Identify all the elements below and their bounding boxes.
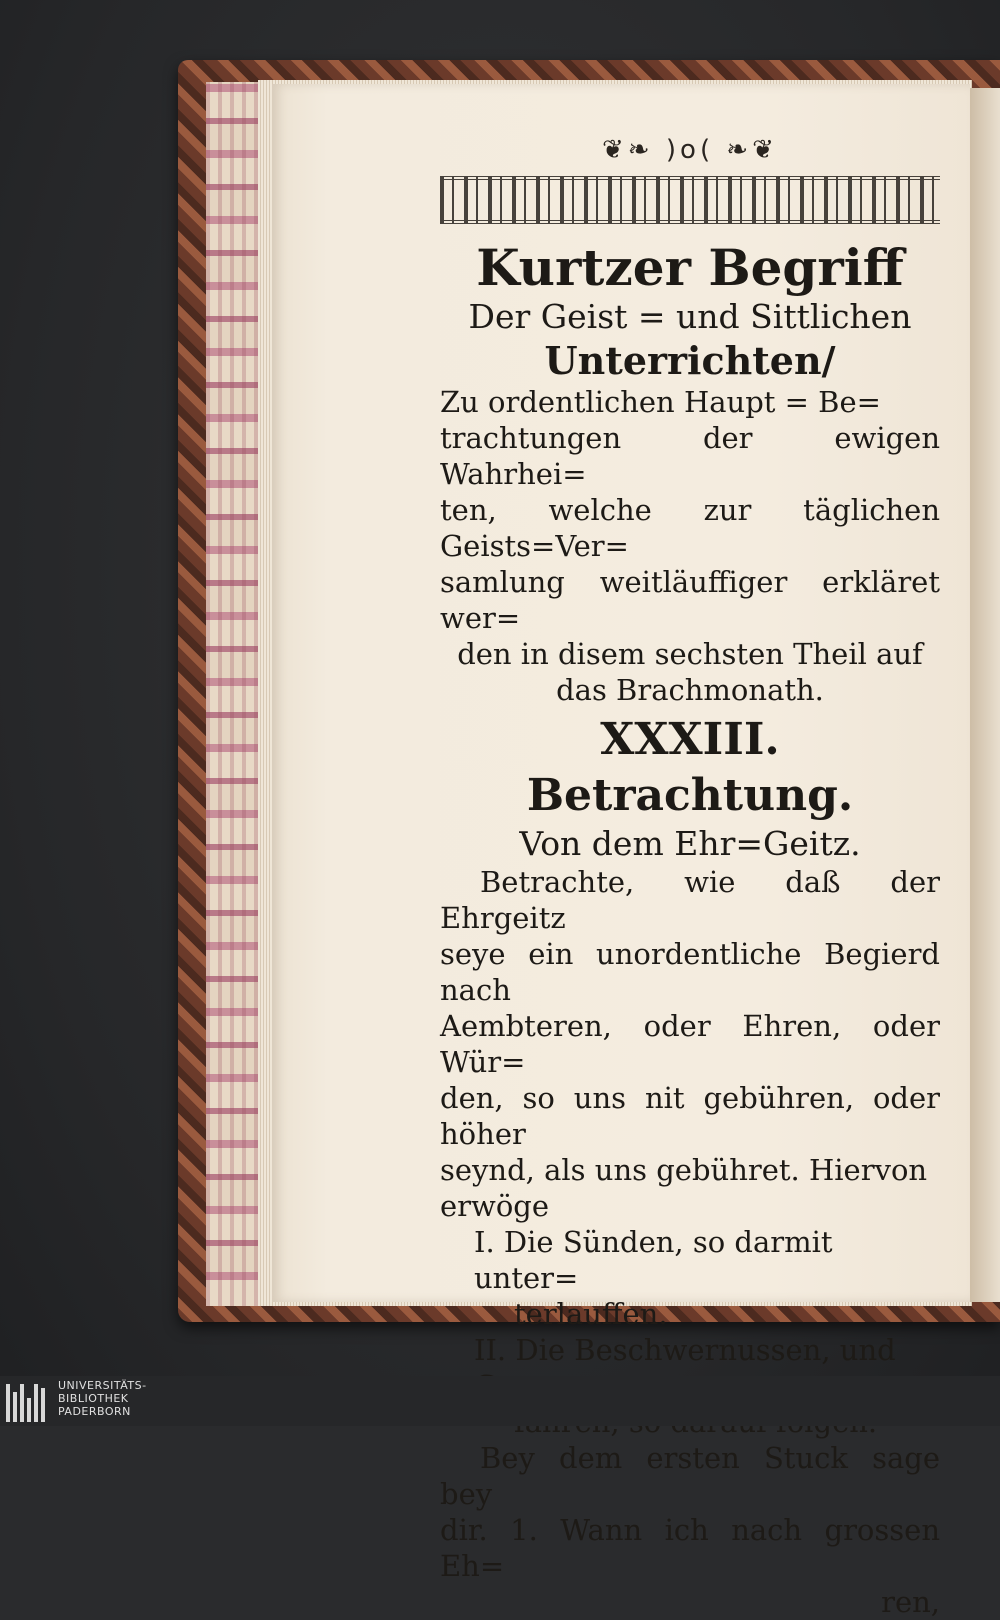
logo-line: UNIVERSITÄTS- [58,1379,147,1392]
intro-line: Zu ordentlichen Haupt = Be= [440,385,881,419]
subtitle-line: Unterrichten/ [544,338,836,383]
library-logo-text [58,1379,147,1418]
intro-line: trachtungen der ewigen Wahrhei= [440,421,940,491]
paragraph-line: erwöge [440,1189,550,1223]
logo-line: BIBLIOTHEK [58,1392,129,1405]
header-ornament [440,130,940,170]
paragraph-line: den, so uns nit gebühren, oder höher [440,1081,940,1151]
paragraph-line: seynd, als uns gebühret. Hiervon [440,1153,928,1187]
list-number: II. [474,1333,507,1367]
ornament-left-icon: ❦❧ [602,135,654,165]
intro-line: das Brachmonath. [556,673,824,707]
list-text: Die Sünden, so darmit unter= [474,1225,833,1295]
catchword: ren, [881,1585,940,1619]
paragraph-line: Betrachte, wie daß der Ehrgeitz [440,865,940,935]
paragraph-line: seye ein unordentliche Begierd nach [440,937,940,1007]
library-logo-icon [6,1380,50,1422]
footer-bar [0,1376,1000,1426]
closing-line: Bey dem ersten Stuck sage bey [440,1441,940,1511]
intro-line: ten, welche zur täglichen Geists=Ver= [440,493,940,563]
list-text: Die Beschwernussen, und [515,1333,896,1367]
marbled-endpaper [206,82,260,1306]
section-title: XXXIII. Betrachtung. [526,714,854,821]
paragraph-line: Aembteren, oder Ehren, oder Wür= [440,1009,940,1079]
list-item [440,1224,940,1296]
page-title: Kurtzer Begriff [476,238,904,297]
list-item-continuation: terlauffen. [514,1297,668,1331]
subtitle-line: Der Geist = und Sittlichen [468,297,912,336]
ornament-right-icon: ❧❦ [726,135,778,165]
section-subtitle: Von dem Ehr=Geitz. [519,824,861,863]
closing-line: dir. 1. Wann ich nach grossen Eh= [440,1513,940,1583]
decorative-border-icon [440,176,940,224]
logo-line: PADERBORN [58,1405,131,1418]
intro-line: samlung weitläuffiger erkläret wer= [440,565,940,635]
facing-page-edge [970,88,1000,1302]
intro-line: den in disem sechsten Theil auf [457,637,923,671]
list-number: I. [474,1225,495,1259]
header-mark: )o( [665,135,715,165]
